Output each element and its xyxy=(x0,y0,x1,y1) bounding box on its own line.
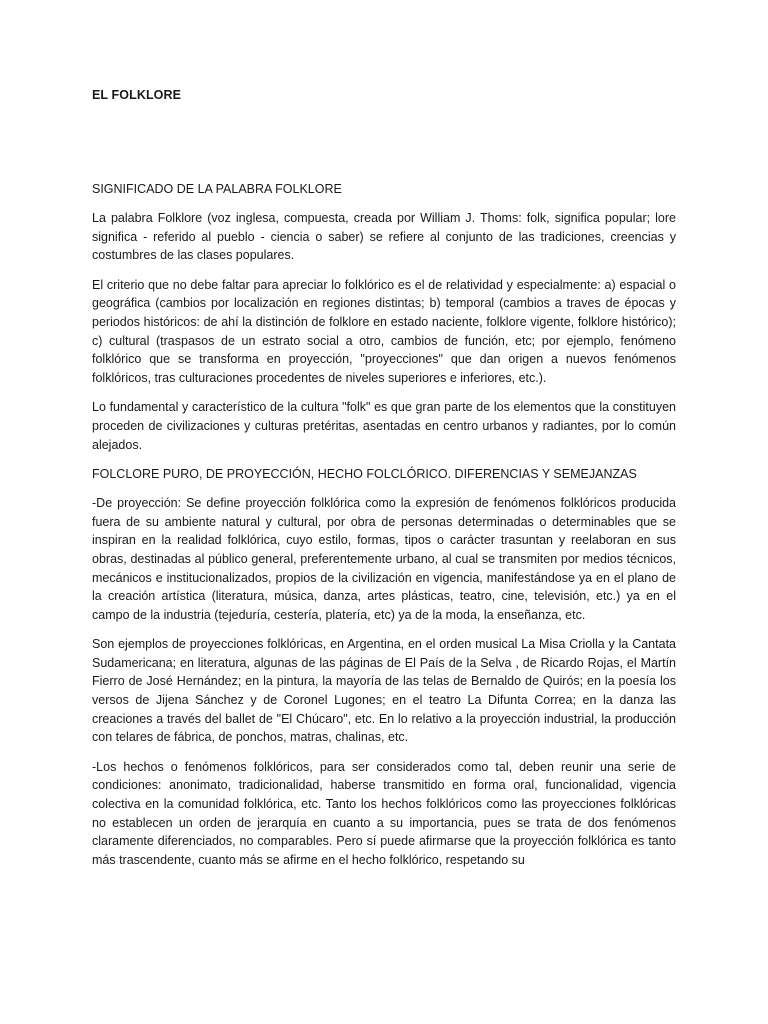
paragraph-criterio: El criterio que no debe faltar para apreciar lo folklórico es el de relatividad y especialmente: a) espacial o geográfica (cambios por localización en regiones distintas; b) temporal (cambios a traves de épocas y periodos históricos: de ahí la distinción de folklore en estado naciente, folklore vigente, folklore histórico); c) cultural (traspasos de un estrato social a otro, cambios de función, etc; por ejemplo, fenómeno folklórico que se transforma en proyección, "proyecciones" que dan origen a nuevos fenómenos folklóricos, tras culturaciones procedentes de niveles superiores e inferiores, etc.). xyxy=(92,277,676,385)
paragraph-proyeccion: -De proyección: Se define proyección folklórica como la expresión de fenómenos folklóricos producida fuera de su ambiente natural y cultural, por obra de personas determinadas o determinables que se inspiran en la realidad folklórica, cuyo estilo, formas, tipos o carácter trasuntan y reelaboran en sus obras, destinadas al público general, preferentemente urbano, al cual se transmiten por medios técnicos, mecánicos e institucionalizados, propios de la civilización en vigencia, manifestándose ya en el plano de la creación artística (literatura, música, danza, artes plásticas, teatro, cine, televisión, etc.) ya en el campo de la industria (tejeduría, cestería, platería, etc) ya de la moda, la enseñanza, etc. xyxy=(92,496,676,622)
paragraph-hechos-folkloricos: -Los hechos o fenómenos folklóricos, para ser considerados como tal, deben reunir una serie de condiciones: anonimato, tradicionalidad, haberse transmitido en forma oral, funcionalidad, vigencia colectiva en la comunidad folklórica, etc. Tanto los hechos folklóricos como las proyecciones folklóricas no establecen un orden de jerarquía en cuanto a su importancia, pues se trata de dos fenómenos claramente diferenciados, no comparables. Pero sí puede afirmarse que la proyección folklórica es tanto más trascendente, cuanto más se afirme en el hecho folklórico, respetando su xyxy=(92,759,676,867)
document-body xyxy=(92,180,676,880)
paragraph-ejemplos: Son ejemplos de proyecciones folklóricas, en Argentina, en el orden musical La Misa Criolla y la Cantata Sudamericana; en literatura, algunas de las páginas de El País de la Selva , de Ricardo Rojas, el Martín Fierro de José Hernández; en la pintura, la mayoría de las telas de Bernaldo de Quirós; en la poesía los versos de Jijena Sánchez y de Coronel Lugones; en el teatro La Difunta Correa; en la danza las creaciones a través del ballet de "El Chúcaro", etc. En lo relativo a la proyección industrial, la producción con telares de fábrica, de ponchos, matras, chalinas, etc. xyxy=(92,637,676,745)
paragraph-cultura-folk: Lo fundamental y característico de la cultura "folk" es que gran parte de los elementos que la constituyen proceden de civilizaciones y culturas pretéritas, asentadas en centro urbanos y radiantes, por lo común alejados. xyxy=(92,400,676,452)
document-title: EL FOLKLORE xyxy=(92,88,182,102)
paragraph-definition: La palabra Folklore (voz inglesa, compuesta, creada por William J. Thoms: folk, significa popular; lore significa - referido al pueblo - ciencia o saber) se refiere al conjunto de las tradiciones, creencias y costumbres de las clases populares. xyxy=(92,211,676,263)
section-heading-significado: SIGNIFICADO DE LA PALABRA FOLKLORE xyxy=(92,182,342,196)
section-heading-folclore-puro: FOLCLORE PURO, DE PROYECCIÓN, HECHO FOLCLÓRICO. DIFERENCIAS Y SEMEJANZAS xyxy=(92,467,637,482)
